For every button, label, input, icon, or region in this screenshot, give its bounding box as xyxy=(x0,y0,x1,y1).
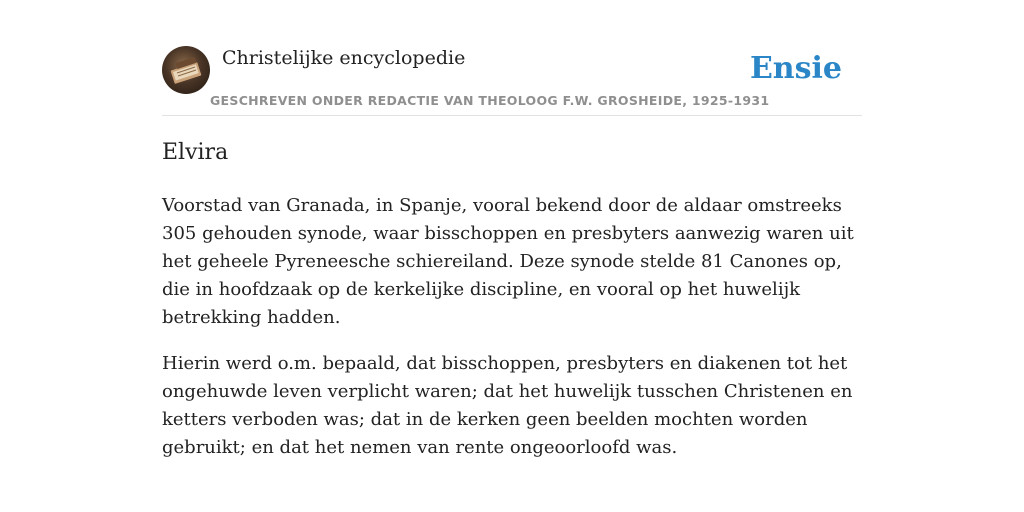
site-title[interactable]: Christelijke encyclopedie xyxy=(222,47,466,69)
book-photo-icon[interactable] xyxy=(162,46,210,94)
article-title: Elvira xyxy=(162,140,229,165)
article-body xyxy=(162,192,862,480)
header-divider xyxy=(162,115,862,116)
brand-logo[interactable]: Ensie xyxy=(749,51,842,86)
article-paragraph: Voorstad van Granada, in Spanje, vooral bekend door de aldaar omstreeks 305 gehouden synode, waar bisschoppen en presbyters aanwezig waren uit het geheele Pyreneesche schiereiland. Deze synode stelde 81 Canones op, die in hoofdzaak op de kerkelijke discipline, en vooral op het huwelijk betrekking hadden. xyxy=(162,195,854,328)
site-subtitle: GESCHREVEN ONDER REDACTIE VAN THEOLOOG F.W. GROSHEIDE, 1925-1931 xyxy=(210,93,770,108)
site-header xyxy=(162,46,862,116)
article-paragraph: Hierin werd o.m. bepaald, dat bisschoppen, presbyters en diakenen tot het ongehuwde leven verplicht waren; dat het huwelijk tusschen Christenen en ketters verboden was; dat in de kerken geen beelden mochten worden gebruikt; en dat het nemen van rente ongeoorloofd was. xyxy=(162,353,853,458)
